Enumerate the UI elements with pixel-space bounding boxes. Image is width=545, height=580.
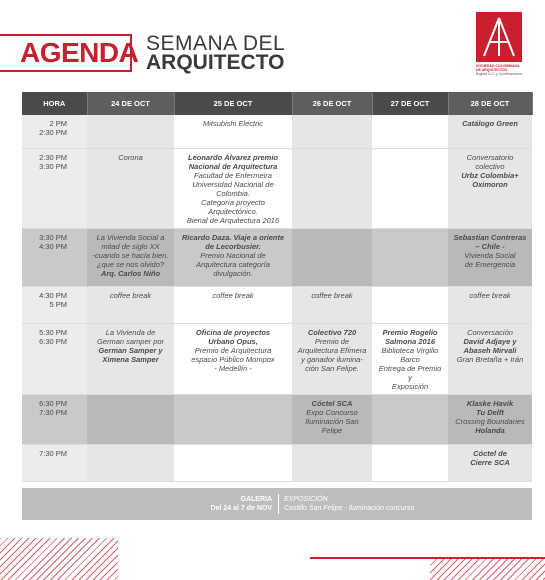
col-header-27: 27 DE OCT (372, 92, 448, 115)
cell-26 (292, 115, 372, 148)
cell-26: Colectivo 720 Premio de Arquitectura Efímera y ganador ilumina- ción San Felipe. (292, 323, 372, 394)
logo-text-2: DE ARQUITECTOS (476, 68, 508, 72)
cell-24: La Vivienda Social a mitad de siglo XX -cuando se hacía bien. ¿que se nos olvido? Arq. Carlos Niño (87, 228, 174, 286)
col-header-28: 28 DE OCT (448, 92, 532, 115)
decorative-stripes-left (0, 538, 118, 580)
hora-cell: 3:30 PM 4:30 PM (22, 228, 87, 286)
galeria-right (284, 495, 414, 513)
cell-24: Corona (87, 148, 174, 228)
cell-27 (372, 228, 448, 286)
galeria-left (22, 495, 272, 513)
galeria-bar (22, 488, 532, 520)
hora-cell: 2 PM 2:30 PM (22, 115, 87, 148)
cell-28: Sebastian Contreras – Chile - Vivienda Social de Emergencia (448, 228, 532, 286)
cell-28: Conversatorio colectivo Urbz Colombia+ Oximoron (448, 148, 532, 228)
cell-26 (292, 444, 372, 481)
table-row (22, 286, 532, 323)
galeria-divider (278, 494, 279, 514)
galeria-title: GALERIA (240, 496, 272, 503)
col-header-hora: HORA (22, 92, 87, 115)
agenda-title: AGENDA (20, 37, 139, 68)
cell-28: Cóctel de Cierre SCA (448, 444, 532, 481)
cell-27 (372, 444, 448, 481)
hora-cell: 7:30 PM (22, 444, 87, 481)
cell-25: Oficina de proyectos Urbano Opus, Premio de Arquitectura espacio Público Mompox - Medellín - (174, 323, 292, 394)
hora-cell: 5:30 PM 6:30 PM (22, 323, 87, 394)
cell-26: Cóctel SCA Expo Concurso Iluminación San Felipe (292, 394, 372, 444)
cell-26 (292, 148, 372, 228)
table-row (22, 115, 532, 148)
hora-cell: 4:30 PM 5 PM (22, 286, 87, 323)
sca-logo (476, 12, 522, 80)
cell-24: La Vivienda de German samper por German Samper y Ximena Samper (87, 323, 174, 394)
cell-25 (174, 394, 292, 444)
cell-24 (87, 115, 174, 148)
table-row (22, 394, 532, 444)
table-row (22, 444, 532, 481)
col-header-25: 25 DE OCT (174, 92, 292, 115)
cell-28: Conversación David Adjaye y Abaseh Mirvali Gran Bretaña + Irán (448, 323, 532, 394)
logo-text-3: Bogotá D.C. y Cundinamarca (476, 72, 522, 76)
cell-25: Leonardo Álvarez premio Nacional de Arquitectura Facultad de Enfermeira Universidad Nacional de Colombia. Categoría proyecto Arquitectónico. Bienal de Arquitectura 2016 (174, 148, 292, 228)
cell-27 (372, 394, 448, 444)
table-row (22, 323, 532, 394)
sca-logo-mark-icon (476, 12, 522, 62)
hora-cell: 6:30 PM 7:30 PM (22, 394, 87, 444)
cell-26 (292, 228, 372, 286)
cell-27 (372, 286, 448, 323)
galeria-description: Castillo San Felipe - Iluminación concurso (284, 505, 415, 512)
table-row (22, 148, 532, 228)
cell-26: coffee break (292, 286, 372, 323)
cell-25: Ricardo Daza. Viaje a oriente de Lecorbusier. Premio Nacional de Arquitectura categoría divulgación. (174, 228, 292, 286)
cell-28: coffee break (448, 286, 532, 323)
schedule-header-row (22, 92, 532, 115)
cell-24 (87, 444, 174, 481)
schedule-table (22, 92, 533, 482)
cell-27 (372, 148, 448, 228)
galeria-exposicion: EXPOSICIÓN (284, 496, 328, 503)
cell-25 (174, 444, 292, 481)
cell-27 (372, 115, 448, 148)
logo-text-1: SOCIEDAD COLOMBIANA (476, 64, 520, 68)
cell-28: Klaske Havik Tu Delft Crossing Boundaries Holanda (448, 394, 532, 444)
arquitecto-title: ARQUITECTO (146, 51, 285, 74)
cell-28: Catálogo Green (448, 115, 532, 148)
cell-25: coffee break (174, 286, 292, 323)
page-header (0, 0, 545, 92)
table-row (22, 228, 532, 286)
col-header-26: 26 DE OCT (292, 92, 372, 115)
cell-27: Premio Rogelio Salmona 2016 Biblioteca Virgilio Barco Entrega de Premio y Exposición (372, 323, 448, 394)
col-header-24: 24 DE OCT (87, 92, 174, 115)
decorative-stripes-right (430, 558, 545, 580)
semana-title: SEMANA DEL (146, 32, 286, 55)
galeria-dates: Del 24 al 7 de NOV (210, 505, 272, 512)
hora-cell: 2:30 PM 3:30 PM (22, 148, 87, 228)
cell-25: Mitsubishi Electric (174, 115, 292, 148)
agenda-title-box (0, 34, 139, 72)
cell-24: coffee break (87, 286, 174, 323)
cell-24 (87, 394, 174, 444)
